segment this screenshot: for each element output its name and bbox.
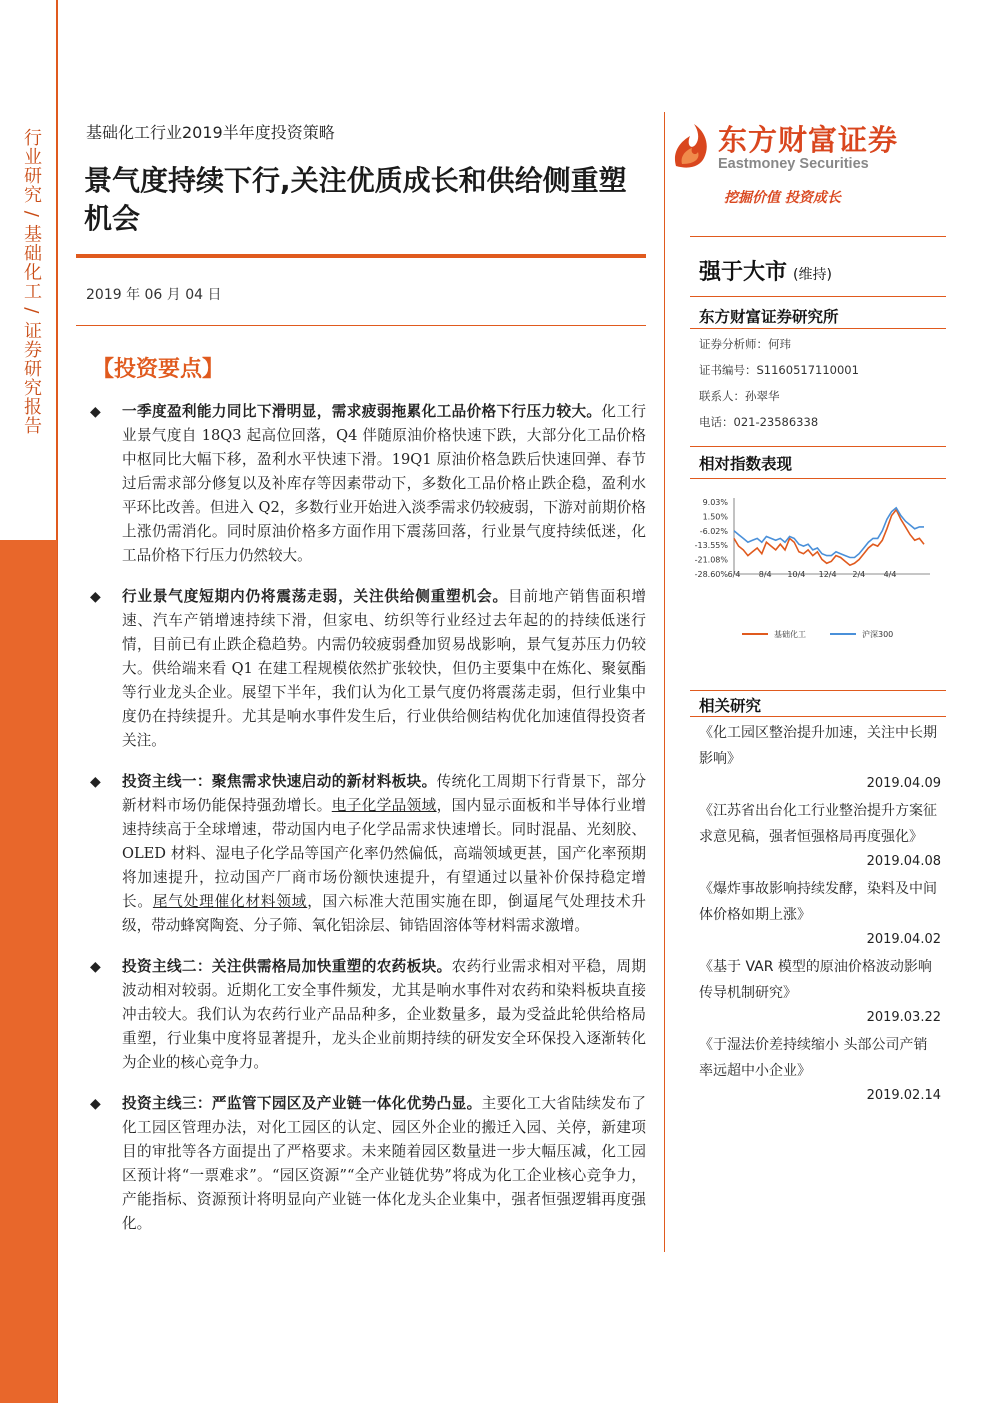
sidebar-label: 行业研究 / 基础化工 / 证券研究报告: [21, 128, 42, 436]
point-text: 化工行业景气度自 18Q3 起高位回落，Q4 伴随原油价格快速下跌，大部分化工品价格中枢同比大幅下移，盈利水平快速下滑。19Q1 原油价格急跌后快速回弹、春节过后需求部分修复以及补库存等因素带动下，多数化工品价格止跌企稳，盈利水平环比改善。但进入 Q2，多数行业开始进入淡季需求仍较疲弱，下游对前期价格上涨仍需消化。同时原油价格多方面作用下震荡回落，行业景气度持续低迷，化工品价格下行压力仍然较大。: [122, 403, 646, 564]
list-item: [86, 955, 646, 1075]
point-text: 目前地产销售面积增速、汽车产销增速持续下滑，但家电、纺织等行业经过去年起的的持续低迷行情，目前已有止跌企稳趋势。内需仍较疲弱叠加贸易战影响，景气复苏压力仍较大。供给端来看 Q1 在建工程规模依然扩张较快，但仍主要集中在炼化、聚氨酯等行业龙头企业。展望下半年，我们认为化工景气度仍将震荡走弱，但行业集中度仍在持续提升。尤其是响水事件发生后，行业供给侧结构优化加速值得投资者关注。: [122, 588, 646, 749]
x-tick-label: 4/4: [883, 570, 897, 579]
report-link[interactable]: 《化工园区整治提升加速，关注中长期影响》: [699, 725, 937, 767]
rating: [699, 255, 832, 286]
related-reports: [699, 720, 941, 1110]
chart-section-title: 相对指数表现: [699, 455, 793, 473]
underlined-term: 电子化学品领域: [331, 797, 437, 814]
point-heading: 行业景气度短期内仍将震荡走弱，关注供给侧重塑机会。: [122, 588, 508, 605]
point-text: ，国六标准大范围实施在即，倒逼尾气处理技术升级，带动蜂窝陶瓷、分子筛、氧化铝涂层、铈锆固溶体等材料需求激增。: [122, 893, 646, 934]
x-tick-label: 2/4: [852, 570, 866, 579]
diamond-bullet-icon: ◆: [90, 404, 101, 420]
diamond-bullet-icon: ◆: [90, 959, 101, 975]
report-type: 基础化工行业2019半年度投资策略: [86, 123, 335, 142]
list-item: [86, 1092, 646, 1236]
x-tick-label: 12/4: [818, 570, 837, 579]
list-item[interactable]: [699, 720, 941, 796]
institute-name: 东方财富证券研究所: [699, 308, 839, 326]
list-item: [86, 400, 646, 568]
report-date: 2019.04.09: [866, 776, 941, 791]
column-divider: [664, 112, 665, 1252]
x-tick-label: 8/4: [758, 570, 772, 579]
legend-label: 基础化工: [774, 630, 806, 639]
report-date: 2019.03.22: [866, 1010, 941, 1025]
report-link[interactable]: 《爆炸事故影响持续发酵，染料及中间体价格如期上涨》: [699, 881, 937, 923]
x-tick-label: 6/4: [727, 570, 741, 579]
brand-slogan: 挖掘价值 投资成长: [724, 190, 841, 206]
brand-name-en: Eastmoney Securities: [718, 156, 869, 172]
diamond-bullet-icon: ◆: [90, 589, 101, 605]
divider: [690, 478, 946, 479]
rating-status: (维持): [793, 267, 832, 283]
diamond-bullet-icon: ◆: [90, 774, 101, 790]
legend-label: 沪深300: [862, 630, 894, 639]
divider: [690, 328, 946, 329]
relative-performance-chart: [690, 488, 946, 648]
flame-logo-icon: [670, 122, 712, 174]
report-link[interactable]: 《于湿法价差持续缩小 头部公司产销率远超中小企业》: [699, 1037, 928, 1079]
point-text: 主要化工大省陆续发布了化工园区管理办法，对化工园区的认定、园区外企业的搬迁入园、关停，新建项目的审批等各方面提出了严格要求。未来随着园区数量进一步大幅压减，化工园区预计将“一票难求”。“园区资源”“全产业链优势”将成为化工企业核心竞争力，产能指标、资源预计将明显向产业链一体化龙头企业集中，强者恒强逻辑再度强化。: [122, 1095, 646, 1232]
list-item[interactable]: [699, 954, 941, 1030]
rating-label: 强于大市: [699, 260, 788, 285]
analyst-cert: 证书编号：S1160517110001: [699, 363, 859, 377]
analyst-name: 证券分析师：何玮: [699, 337, 791, 351]
report-link[interactable]: 《江苏省出台化工行业整治提升方案征求意见稿，强者恒强格局再度强化》: [699, 803, 937, 845]
y-tick-label: -28.60%: [694, 570, 728, 579]
brand-logo: [670, 118, 930, 188]
contact-phone: 电话：021-23586338: [699, 415, 819, 429]
y-tick-label: 9.03%: [702, 498, 728, 507]
related-section-title: 相关研究: [699, 697, 762, 715]
sidebar-accent-block: [0, 540, 57, 1403]
date-rule: [76, 325, 646, 326]
point-text: ，国内显示面板和半导体行业增速持续高于全球增速，带动国内电子化学品需求快速增长。同时混晶、光刻胶、OLED 材料、湿电子化学品等国产化率仍然偏低，高端领域更甚，国产化率预期将加速提升，拉动国产厂商市场份额快速提升，有望通过以量补价保持稳定增长。: [122, 797, 646, 910]
report-date: 2019.02.14: [866, 1088, 941, 1103]
point-text: 农药行业需求相对平稳，周期波动相对较弱。近期化工安全事件频发，尤其是响水事件对农药和染料板块直接冲击较大。我们认为农药行业产品品种多，企业数量多，最为受益此轮供给格局重塑，行业集中度将显著提升，龙头企业前期持续的研发安全环保投入逐渐转化为企业的核心竞争力。: [122, 958, 646, 1071]
point-heading: 投资主线三：严监管下园区及产业链一体化优势凸显。: [122, 1095, 482, 1112]
list-item[interactable]: [699, 1032, 941, 1108]
report-link[interactable]: 《基于 VAR 模型的原油价格波动影响传导机制研究》: [699, 959, 932, 1001]
list-item: [86, 585, 646, 753]
diamond-bullet-icon: ◆: [90, 1096, 101, 1112]
point-text: 传统化工周期下行背景下，部分新材料市场仍能保持强劲增长。: [122, 773, 646, 814]
y-tick-label: -21.08%: [694, 555, 728, 565]
point-heading: 投资主线一：聚焦需求快速启动的新材料板块。: [122, 773, 437, 790]
report-date: 2019.04.02: [866, 932, 941, 947]
list-item[interactable]: [699, 798, 941, 874]
divider: [690, 296, 946, 297]
brand-name-cn: 东方财富证券: [718, 123, 899, 157]
contact-name: 联系人：孙翠华: [699, 389, 780, 403]
point-heading: 投资主线二：关注供需格局加快重塑的农药板块。: [122, 958, 452, 975]
y-tick-label: -6.02%: [699, 526, 728, 536]
section-title: 【投资要点】: [92, 356, 225, 382]
point-heading: 一季度盈利能力同比下滑明显，需求疲弱拖累化工品价格下行压力较大。: [122, 403, 602, 420]
y-tick-label: 1.50%: [702, 512, 728, 522]
y-tick-label: -13.55%: [694, 541, 728, 551]
report-date: 2019 年 06 月 04 日: [86, 287, 222, 303]
list-item: [86, 770, 646, 938]
underlined-term: 尾气处理催化材料领域: [152, 893, 308, 910]
report-date: 2019.04.08: [866, 854, 941, 869]
divider: [690, 446, 946, 447]
list-item[interactable]: [699, 876, 941, 952]
report-title: 景气度持续下行,关注优质成长和供给侧重塑机会: [84, 164, 627, 235]
title-rule: [76, 254, 646, 258]
divider: [690, 236, 946, 237]
divider: [690, 716, 946, 717]
investment-points: [86, 400, 646, 1253]
divider: [690, 690, 946, 691]
series-line: [734, 510, 924, 566]
x-tick-label: 10/4: [787, 570, 806, 579]
